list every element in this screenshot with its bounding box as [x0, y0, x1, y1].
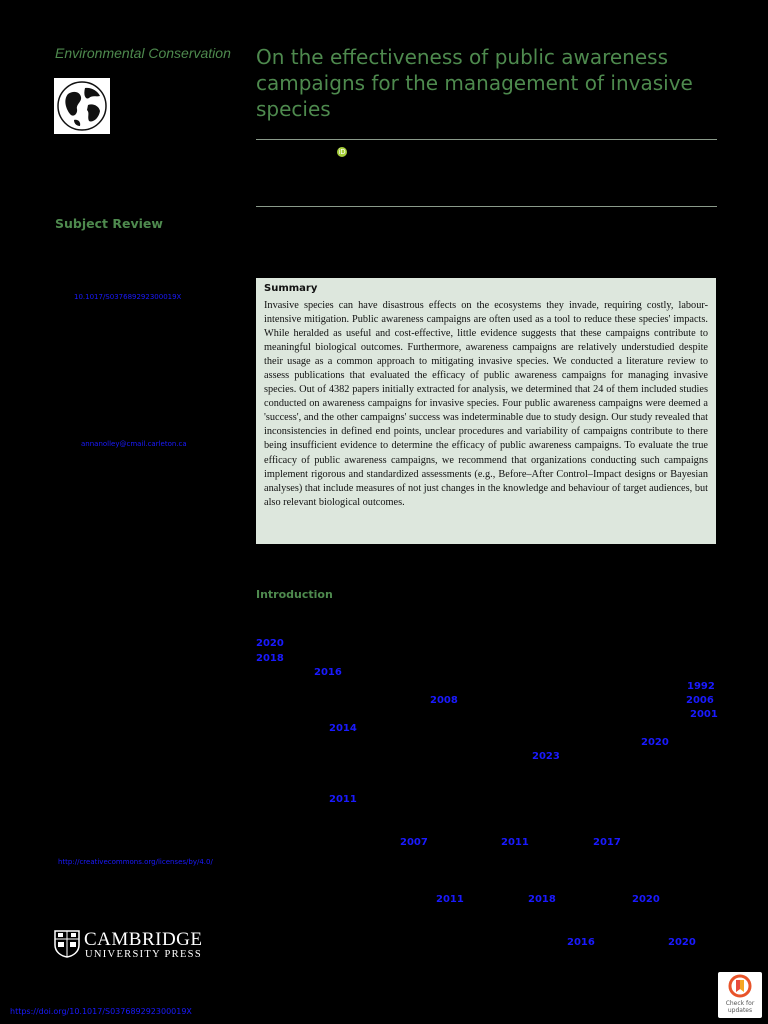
citation-year-link[interactable]: 2017 [593, 837, 621, 848]
citation-year-link[interactable]: 2016 [567, 937, 595, 948]
cambridge-crest-icon [54, 930, 80, 958]
journal-logo-globe-icon [54, 78, 110, 134]
citation-year-link[interactable]: 2020 [641, 737, 669, 748]
summary-heading: Summary [264, 283, 318, 294]
article-doi-link[interactable]: https://doi.org/10.1017/S037689292300019X [10, 1007, 192, 1016]
author-divider [256, 206, 717, 207]
citation-year-link[interactable]: 2020 [632, 894, 660, 905]
citation-year-link[interactable]: 2020 [668, 937, 696, 948]
citation-year-link[interactable]: 2001 [690, 709, 718, 720]
article-title: On the effectiveness of public awareness campaigns for the management of invasive species [256, 45, 693, 121]
introduction-heading: Introduction [256, 588, 333, 601]
citation-year-link[interactable]: 2016 [314, 667, 342, 678]
citation-year-link[interactable]: 2006 [686, 695, 714, 706]
citation-year-link[interactable]: 1992 [687, 681, 715, 692]
summary-box [256, 278, 716, 544]
header-divider [256, 139, 717, 140]
corresponding-email-link[interactable]: annanolley@cmail.carleton.ca [81, 440, 187, 448]
citation-year-link[interactable]: 2020 [256, 638, 284, 649]
citation-year-link[interactable]: 2007 [400, 837, 428, 848]
citation-year-link[interactable]: 2008 [430, 695, 458, 706]
check-label-line2: updates [727, 1007, 753, 1014]
citation-year-link[interactable]: 2011 [329, 794, 357, 805]
citation-year-link[interactable]: 2011 [501, 837, 529, 848]
check-for-updates-badge[interactable] [718, 972, 762, 1018]
citation-year-link[interactable]: 2018 [528, 894, 556, 905]
sidebar-doi-link[interactable]: 10.1017/S037689292300019X [74, 293, 182, 301]
check-for-updates-icon [718, 972, 762, 1000]
citation-year-link[interactable]: 2018 [256, 653, 284, 664]
publisher-subtitle: UNIVERSITY PRESS [85, 949, 202, 960]
citation-year-link[interactable]: 2014 [329, 723, 357, 734]
check-label-line1: Check for [725, 1000, 755, 1007]
publisher-name: CAMBRIDGE [84, 929, 203, 950]
article-type: Subject Review [55, 216, 163, 231]
citation-year-link[interactable]: 2023 [532, 751, 560, 762]
summary-text: Invasive species can have disastrous effects on the ecosystems they invade, requiring costly, labour-intensive mitigation. Public awareness campaigns are often used as a tool to reduce these species' impacts. While heralded as useful and cost-effective, little evidence suggests that these campaigns contribute to meaningful biological outcomes. Furthermore, awareness campaigns are relatively understudied despite their usage as a common approach to mitigating invasive species. We conducted a literature review to assess publications that evaluated the efficacy of public awareness campaigns for managing invasive species. Out of 4382 papers initially extracted for analysis, we determined that 24 of them included studies conducted on awareness campaigns for invasive species. Four public awareness campaigns were deemed a 'success', and the other campaigns' success was indeterminable due to study design. Our study revealed that inconsistencies in defined end points, unclear procedures and variability of campaigns contribute to there being insufficient evidence to determine the efficacy of public awareness campaigns. To evaluate the true efficacy of public awareness campaigns, we recommend that organizations conducting such campaigns implement rigorous and standardized assessments (e.g., Before–After Control–Impact designs or Bayesian analyses) that include measures of not just changes in the knowledge and behaviour of target audiences, but also relevant biological outcomes. [264, 300, 708, 508]
citation-year-link[interactable]: 2011 [436, 894, 464, 905]
journal-name: Environmental Conservation [55, 45, 231, 61]
orcid-icon[interactable]: iD [338, 148, 346, 156]
license-link[interactable]: http://creativecommons.org/licenses/by/4.0/ [58, 858, 213, 866]
